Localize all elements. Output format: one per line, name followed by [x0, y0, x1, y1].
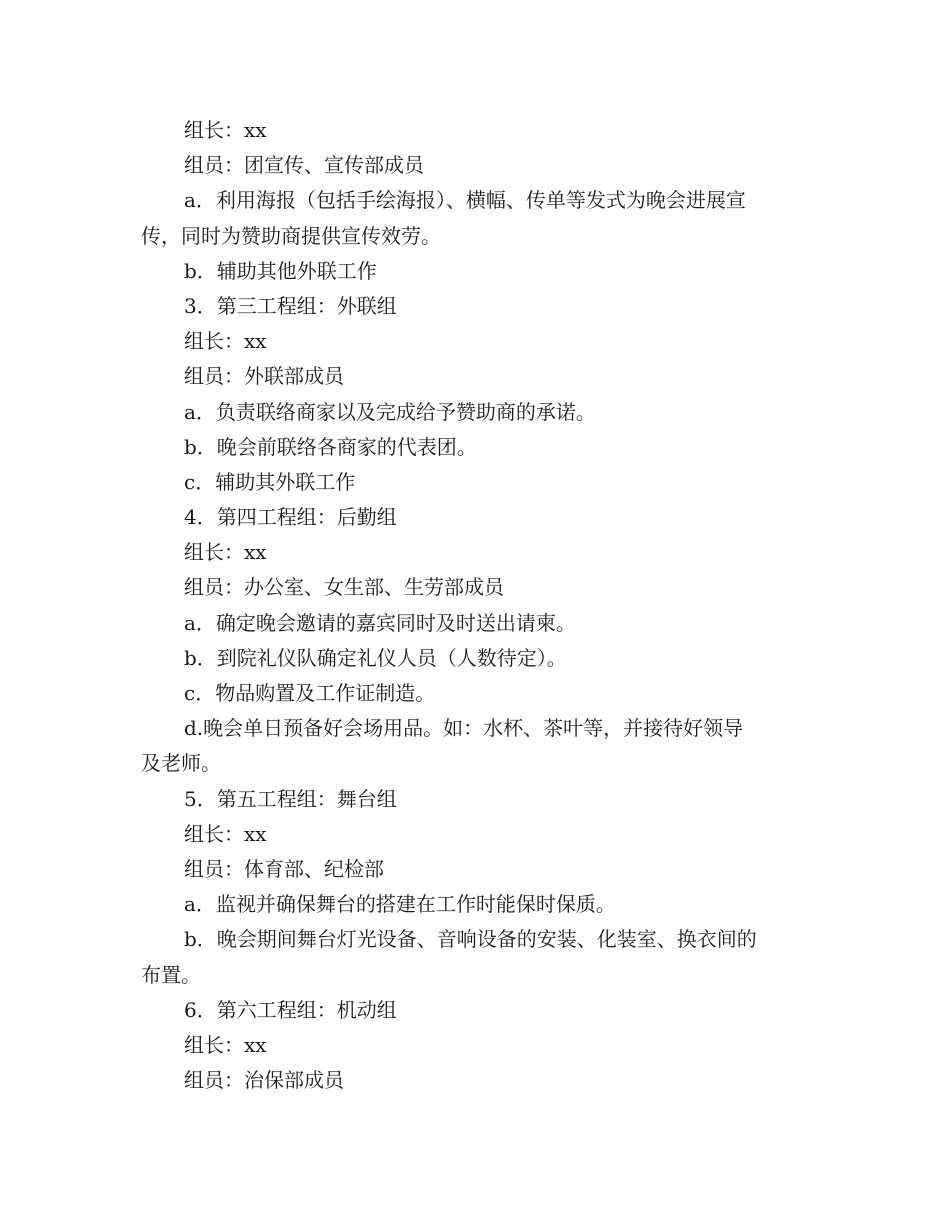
- text-line: 及老师。: [141, 751, 221, 776]
- text-line: 组员：外联部成员: [184, 364, 344, 389]
- text-line: 组长：xx: [184, 540, 267, 565]
- text-line: 组长：xx: [184, 329, 267, 354]
- text-line: 组员：办公室、女生部、生劳部成员: [184, 575, 504, 600]
- text-line: a．利用海报（包括手绘海报）、横幅、传单等发式为晚会进展宣: [184, 188, 746, 213]
- text-line: d.晚会单日预备好会场用品。如：水杯、茶叶等，并接待好领导: [184, 716, 744, 741]
- text-line: 组长：xx: [184, 821, 267, 846]
- text-line: c．物品购置及工作证制造。: [184, 681, 436, 705]
- text-line: b．晚会期间舞台灯光设备、音响设备的安装、化装室、换衣间的: [184, 927, 757, 952]
- text-line: 传，同时为赞助商提供宣传效劳。: [141, 223, 441, 248]
- section-heading: 5．第五工程组：舞台组: [184, 786, 397, 811]
- text-line: a．监视并确保舞台的搭建在工作时能保时保质。: [184, 892, 616, 917]
- text-line: 组员：团宣传、宣传部成员: [184, 153, 424, 178]
- document-body: [141, 113, 813, 1098]
- text-line: a．负责联络商家以及完成给予赞助商的承诺。: [184, 399, 596, 424]
- text-line: 组长：xx: [184, 1032, 267, 1057]
- section-heading: 6．第六工程组：机动组: [184, 997, 397, 1022]
- text-line: c．辅助其外联工作: [184, 469, 356, 494]
- text-line: 布置。: [141, 962, 201, 987]
- section-heading: 4．第四工程组：后勤组: [184, 505, 397, 530]
- text-line: 组员：体育部、纪检部: [184, 856, 384, 881]
- text-line: b．晚会前联络各商家的代表团。: [184, 434, 477, 459]
- section-heading: 3．第三工程组：外联组: [184, 293, 397, 318]
- text-line: b．到院礼仪队确定礼仪人员（人数待定）。: [184, 645, 567, 670]
- text-line: a．确定晚会邀请的嘉宾同时及时送出请柬。: [184, 610, 576, 635]
- text-line: 组员：治保部成员: [184, 1068, 344, 1093]
- text-line: b．辅助其他外联工作: [184, 258, 377, 283]
- text-line: 组长：xx: [184, 118, 267, 142]
